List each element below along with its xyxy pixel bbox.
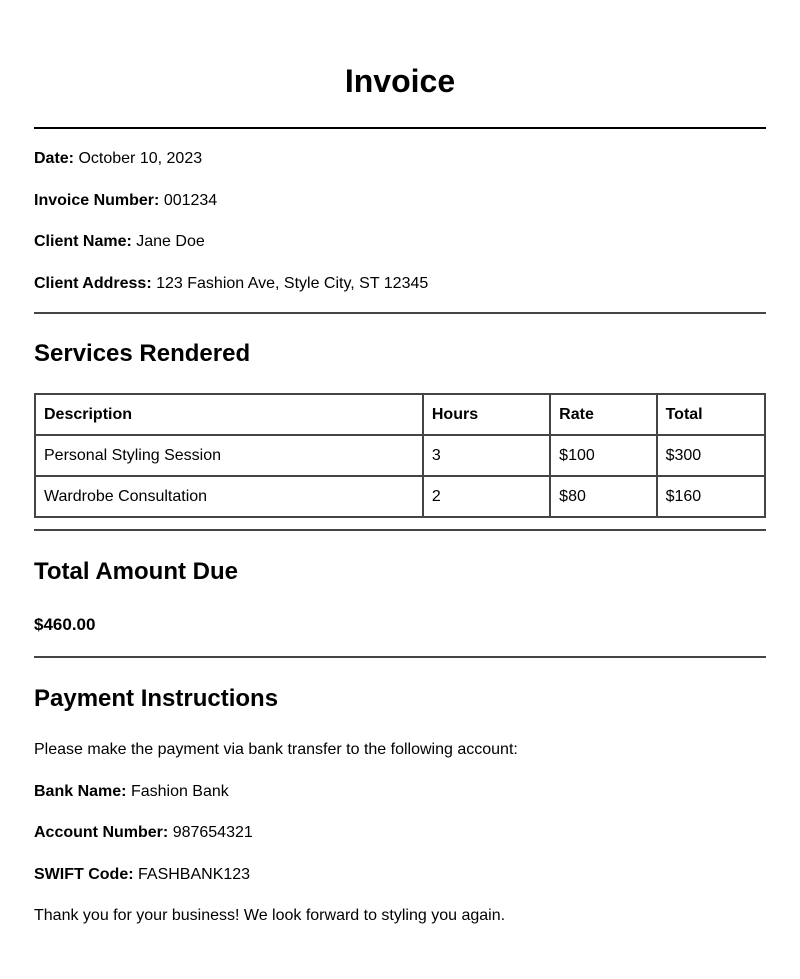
invoice-number-label: Invoice Number:	[34, 192, 160, 209]
total-heading: Total Amount Due	[34, 558, 238, 585]
swift-code-value: FASHBANK123	[138, 866, 251, 883]
cell-description: Personal Styling Session	[35, 435, 423, 476]
total-amount: $460.00	[34, 615, 96, 634]
payment-heading: Payment Instructions	[34, 685, 279, 712]
account-number-label: Account Number:	[34, 824, 169, 841]
date-label: Date:	[34, 150, 75, 167]
account-number-line	[34, 823, 253, 843]
column-header-total: Total	[657, 394, 765, 435]
invoice-number-line	[34, 191, 217, 211]
payment-intro: Please make the payment via bank transfer to the following account:	[34, 741, 518, 758]
bank-name-label: Bank Name:	[34, 783, 127, 800]
cell-hours: 3	[423, 435, 550, 476]
bank-name-line	[34, 782, 229, 802]
section-divider	[34, 656, 766, 658]
section-divider	[34, 529, 766, 531]
table-row	[35, 435, 765, 476]
date-line	[34, 149, 202, 169]
services-table	[34, 393, 766, 518]
cell-total: $160	[657, 476, 765, 517]
cell-total: $300	[657, 435, 765, 476]
client-name-value: Jane Doe	[136, 233, 205, 250]
column-header-description: Description	[35, 394, 423, 435]
date-value: October 10, 2023	[78, 150, 203, 167]
closing-message: Thank you for your business! We look forward to styling you again.	[34, 907, 506, 924]
cell-rate: $100	[550, 435, 656, 476]
bank-name-value: Fashion Bank	[130, 783, 229, 800]
section-divider	[34, 312, 766, 314]
client-name-line	[34, 232, 205, 252]
cell-description: Wardrobe Consultation	[35, 476, 423, 517]
cell-rate: $80	[550, 476, 656, 517]
table-header-row	[35, 394, 765, 435]
client-address-line	[34, 274, 428, 294]
column-header-rate: Rate	[550, 394, 656, 435]
services-heading: Services Rendered	[34, 340, 251, 367]
client-name-label: Client Name:	[34, 233, 132, 250]
client-address-value: 123 Fashion Ave, Style City, ST 12345	[156, 275, 429, 292]
swift-code-line	[34, 865, 250, 885]
table-row	[35, 476, 765, 517]
page-title: Invoice	[344, 63, 456, 99]
client-address-label: Client Address:	[34, 275, 152, 292]
account-number-value: 987654321	[172, 824, 253, 841]
cell-hours: 2	[423, 476, 550, 517]
invoice-number-value: 001234	[163, 192, 218, 209]
column-header-hours: Hours	[423, 394, 550, 435]
swift-code-label: SWIFT Code:	[34, 866, 134, 883]
title-divider	[34, 127, 766, 129]
